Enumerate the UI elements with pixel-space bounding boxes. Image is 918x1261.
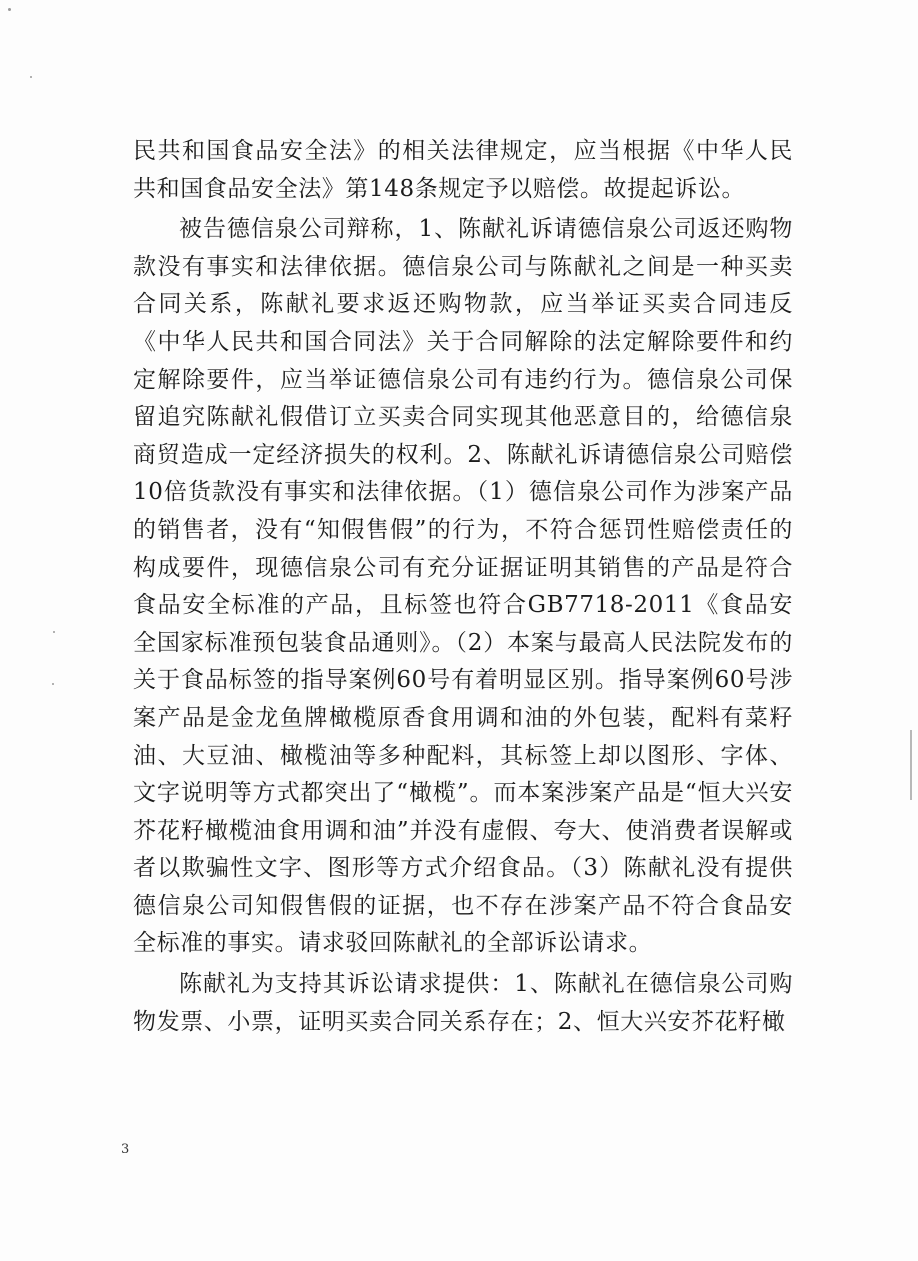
document-body	[133, 133, 793, 1041]
paragraph-defendant-defense: 被告德信泉公司辩称，1、陈献礼诉请德信泉公司返还购物款没有事实和法律依据。德信泉公司与陈献礼之间是一种买卖合同关系，陈献礼要求返还购物款，应当举证买卖合同违反《中华人民共和国合同法》关于合同解除的法定解除要件和约定解除要件，应当举证德信泉公司有违约行为。德信泉公司保留追究陈献礼假借订立买卖合同实现其他恶意目的，给德信泉商贸造成一定经济损失的权利。2、陈献礼诉请德信泉公司赔偿10倍货款没有事实和法律依据。（1）德信泉公司作为涉案产品的销售者，没有“知假售假”的行为，不符合惩罚性赔偿责任的构成要件，现德信泉公司有充分证据证明其销售的产品是符合食品安全标准的产品，且标签也符合GB7718-2011《食品安全国家标准预包装食品通则》。（2）本案与最高人民法院发布的关于食品标签的指导案例60号有着明显区别。指导案例60号涉案产品是金龙鱼牌橄榄原香食用调和油的外包装，配料有菜籽油、大豆油、橄榄油等多种配料，其标签上却以图形、字体、文字说明等方式都突出了“橄榄”。而本案涉案产品是“恒大兴安芥花籽橄榄油食用调和油”并没有虚假、夸大、使消费者误解或者以欺骗性文字、图形等方式介绍食品。（3）陈献礼没有提供德信泉公司知假售假的证据，也不存在涉案产品不符合食品安全标准的事实。请求驳回陈献礼的全部诉讼请求。	[133, 216, 793, 957]
scan-speck	[30, 76, 32, 78]
paragraph-continuation: 民共和国食品安全法》的相关法律规定，应当根据《中华人民共和国食品安全法》第148条规定予以赔偿。故提起诉讼。	[133, 138, 793, 202]
page-number: 3	[121, 1142, 130, 1157]
scan-speck	[52, 683, 54, 685]
scan-edge-mark	[910, 730, 912, 800]
scan-speck	[53, 631, 55, 633]
scan-speck	[8, 8, 11, 11]
paragraph-plaintiff-evidence: 陈献礼为支持其诉讼请求提供：1、陈献礼在德信泉公司购物发票、小票，证明买卖合同关系存在；2、恒大兴安芥花籽橄	[133, 971, 793, 1035]
